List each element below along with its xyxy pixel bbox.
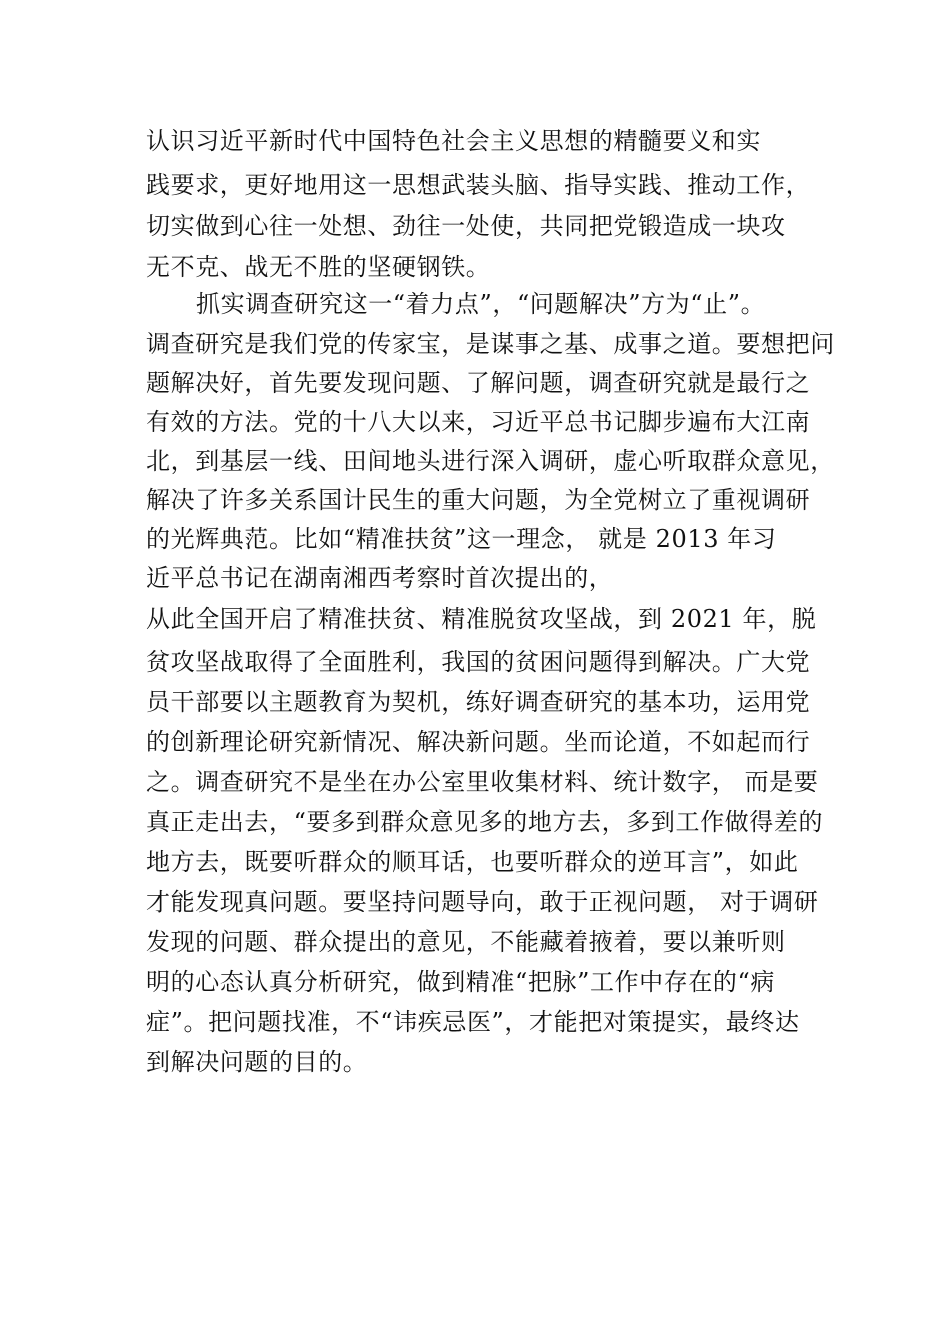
- paragraph-first-line: 抓实调查研究这一“着力点”，“问题解决”方为“止”。: [196, 290, 766, 318]
- text-line: 题解决好，首先要发现问题、了解问题，调查研究就是最行之: [146, 369, 811, 397]
- text-line: 调查研究是我们党的传家宝，是谋事之基、成事之道。要想把问: [146, 330, 835, 358]
- text-line: 无不克、战无不胜的坚硬钢铁。: [146, 253, 491, 281]
- text-line: 明的心态认真分析研究，做到精准“把脉”工作中存在的“病: [146, 968, 776, 996]
- text-line: 才能发现真问题。要坚持问题导向，敢于正视问题， 对于调研: [146, 888, 819, 916]
- text-line: 发现的问题、群众提出的意见，不能藏着掖着，要以兼听则: [146, 928, 786, 956]
- text-line: 贫攻坚战取得了全面胜利，我国的贫困问题得到解决。广大党: [146, 648, 811, 676]
- text-line: 的光辉典范。比如“精准扶贫”这一理念， 就是 2013 年习: [146, 525, 777, 553]
- text-line: 有效的方法。党的十八大以来，习近平总书记脚步遍布大江南: [146, 408, 811, 436]
- text-line: 近平总书记在湖南湘西考察时首次提出的，: [146, 564, 614, 592]
- text-line: 北，到基层一线、田间地头进行深入调研，虚心听取群众意见，: [146, 447, 835, 475]
- text-line: 践要求，更好地用这一思想武装头脑、指导实践、推动工作，: [146, 171, 811, 199]
- text-line: 症”。把问题找准，不“讳疾忌医”，才能把对策提实，最终达: [146, 1008, 800, 1036]
- text-line: 员干部要以主题教育为契机，练好调查研究的基本功，运用党: [146, 688, 811, 716]
- text-line: 切实做到心往一处想、劲往一处使，共同把党锻造成一块攻: [146, 212, 786, 240]
- text-line: 从此全国开启了精准扶贫、精准脱贫攻坚战，到 2021 年，脱: [146, 605, 817, 633]
- text-line: 之。调查研究不是坐在办公室里收集材料、统计数字， 而是要: [146, 768, 819, 796]
- text-line: 认识习近平新时代中国特色社会主义思想的精髓要义和实: [146, 127, 761, 155]
- text-line: 到解决问题的目的。: [146, 1048, 368, 1076]
- text-line: 地方去，既要听群众的顺耳话，也要听群众的逆耳言”，如此: [146, 848, 799, 876]
- text-line: 的创新理论研究新情况、解决新问题。坐而论道，不如起而行: [146, 728, 811, 756]
- text-line: 解决了许多关系国计民生的重大问题，为全党树立了重视调研: [146, 486, 811, 514]
- text-line: 真正走出去，“要多到群众意见多的地方去，多到工作做得差的: [146, 808, 824, 836]
